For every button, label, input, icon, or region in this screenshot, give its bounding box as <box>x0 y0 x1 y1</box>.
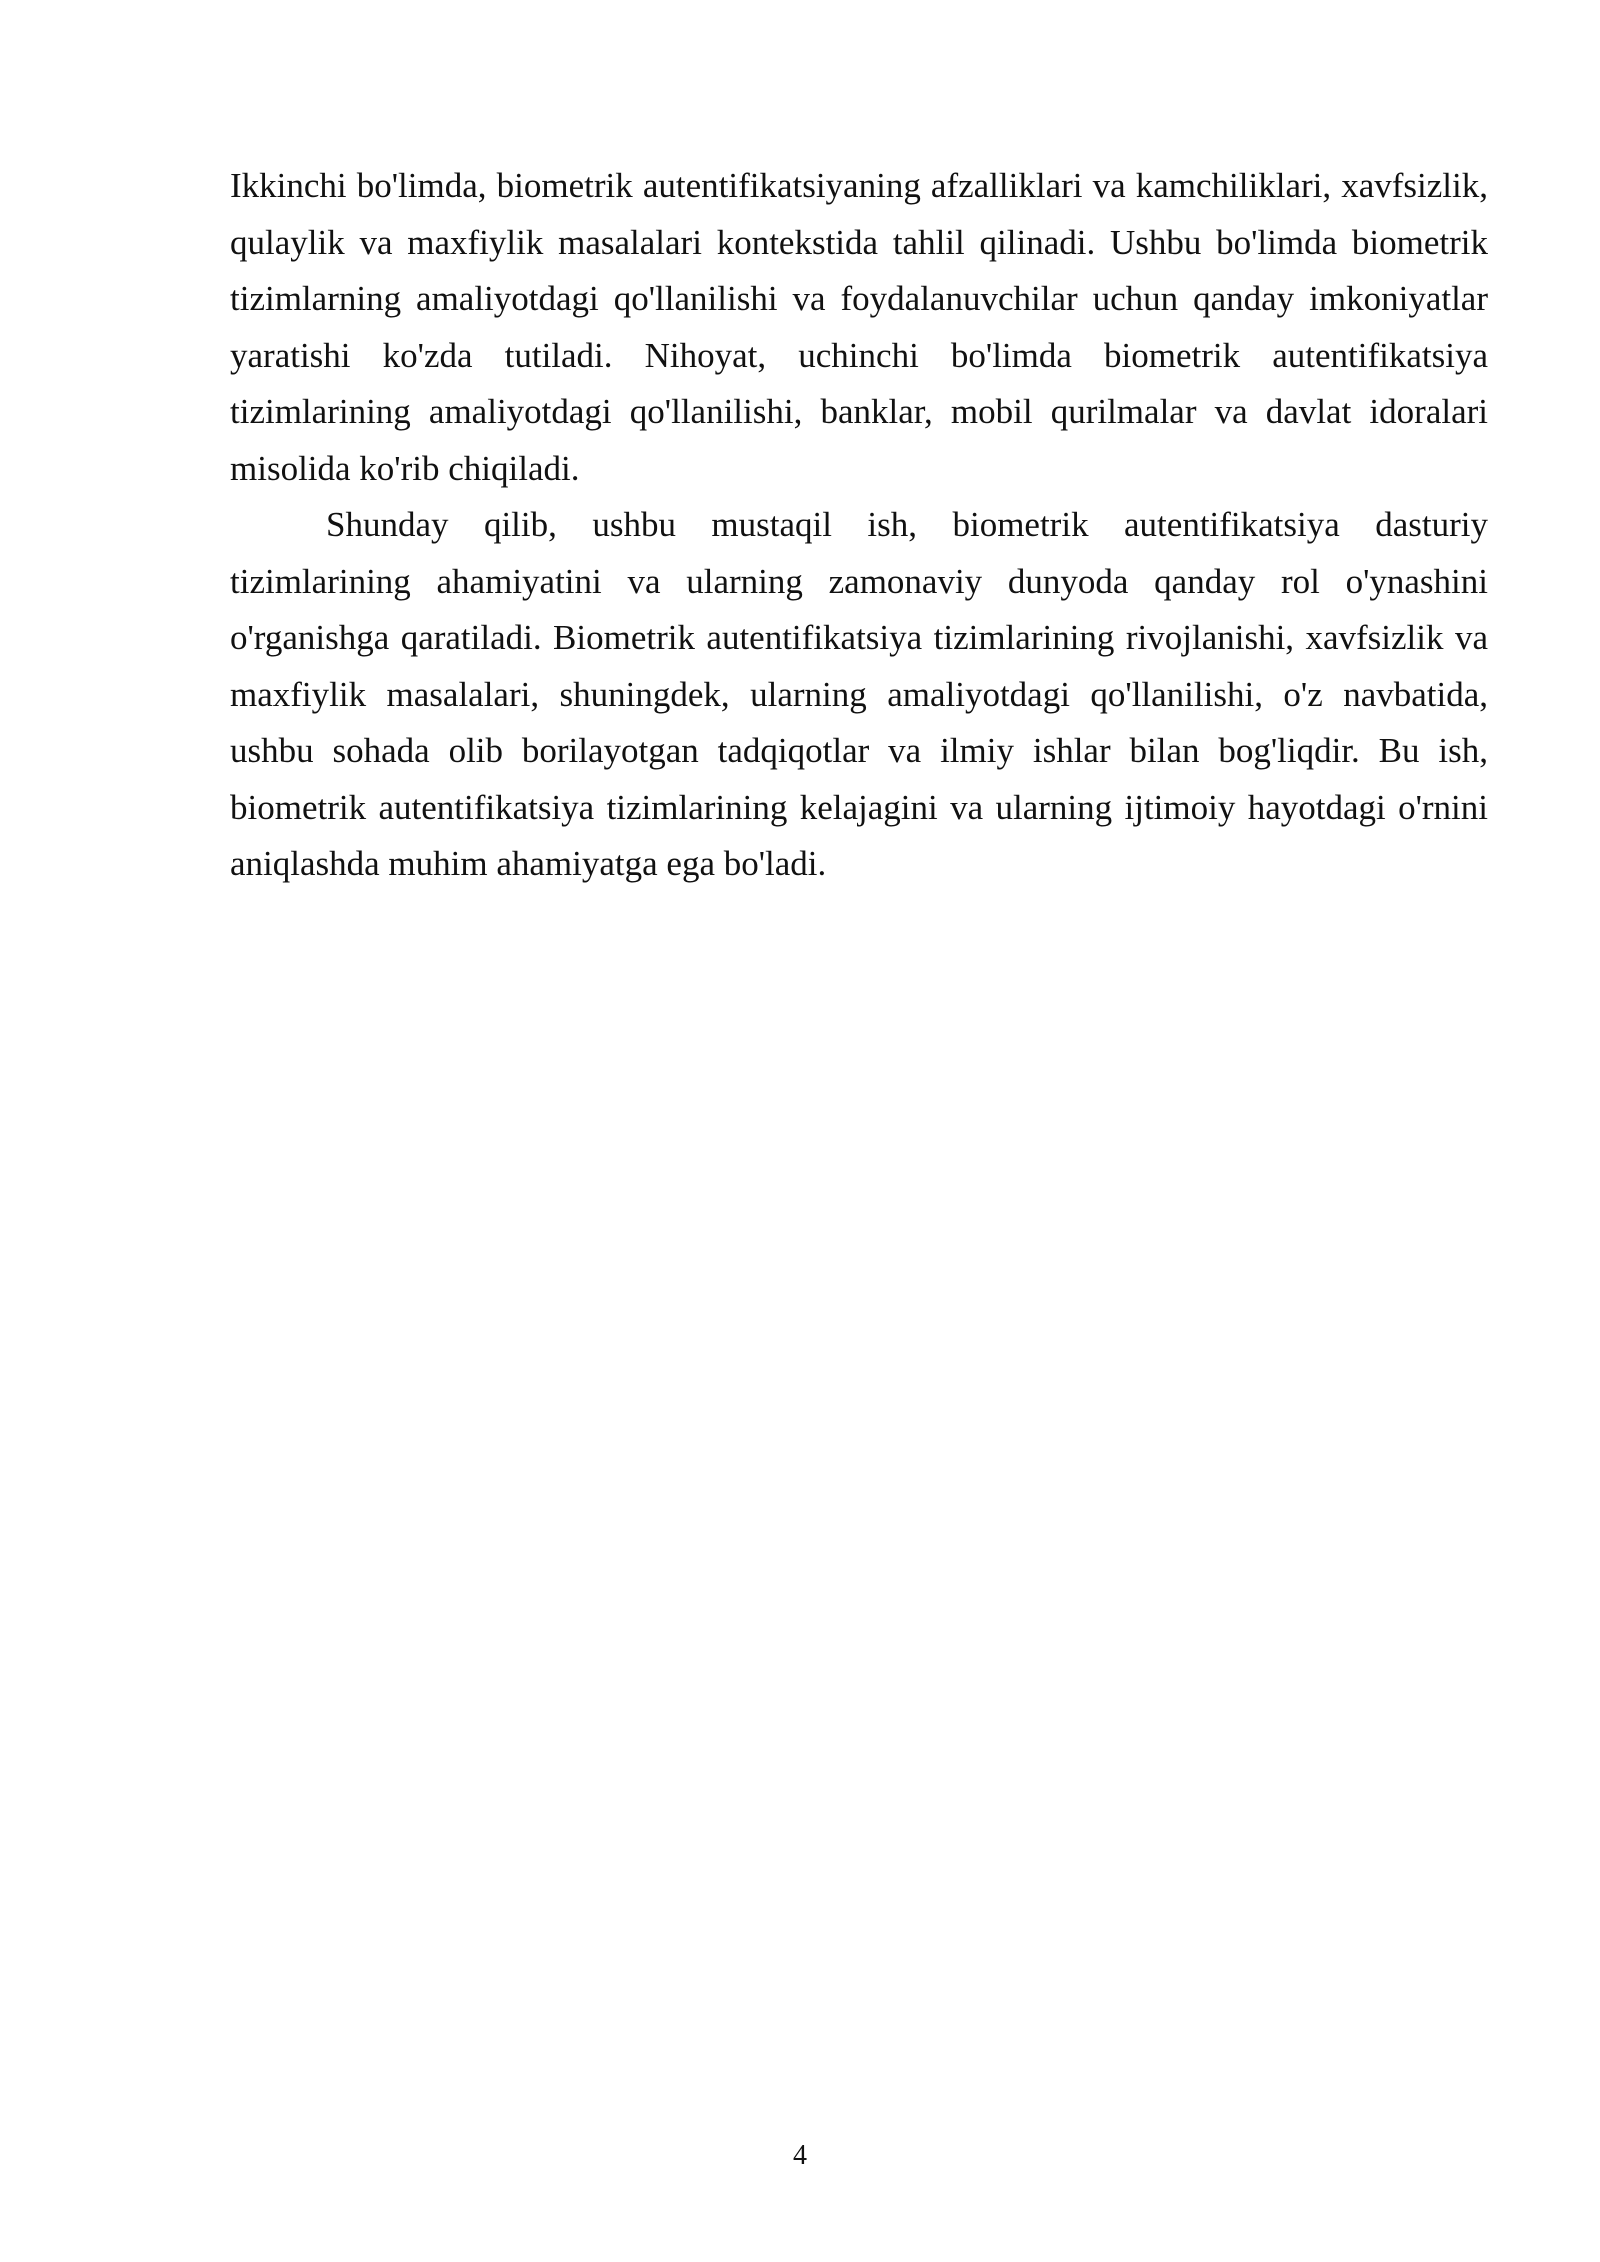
paragraph-1: Ikkinchi bo'limda, biometrik autentifikatsiyaning afzalliklari va kamchiliklari, xavfsizlik, qulaylik va maxfiylik masalalari kontekstida tahlil qilinadi. Ushbu bo'limda biometrik tizimlarning amaliyotdagi qo'llanilishi va foydalanuvchilar uchun qanday imkoniyatlar yaratishi ko'zda tutiladi. Nihoyat, uchinchi bo'limda biometrik autentifikatsiya tizimlarining amaliyotdagi qo'llanilishi, banklar, mobil qurilmalar va davlat idoralari misolida ko'rib chiqiladi. <box>230 166 1488 488</box>
body-text <box>230 158 1488 893</box>
page-number: 4 <box>793 2140 807 2171</box>
paragraph-2: Shunday qilib, ushbu mustaqil ish, biometrik autentifikatsiya dasturiy tizimlarining ahamiyatini va ularning zamonaviy dunyoda qanday rol o'ynashini o'rganishga qaratiladi. Biometrik autentifikatsiya tizimlarining rivojlanishi, xavfsizlik va maxfiylik masalalari, shuningdek, ularning amaliyotdagi qo'llanilishi, o'z navbatida, ushbu sohada olib borilayotgan tadqiqotlar va ilmiy ishlar bilan bog'liqdir. Bu ish, biometrik autentifikatsiya tizimlarining kelajagini va ularning ijtimoiy hayotdagi o'rnini aniqlashda muhim ahamiyatga ega bo'ladi. <box>230 505 1488 883</box>
